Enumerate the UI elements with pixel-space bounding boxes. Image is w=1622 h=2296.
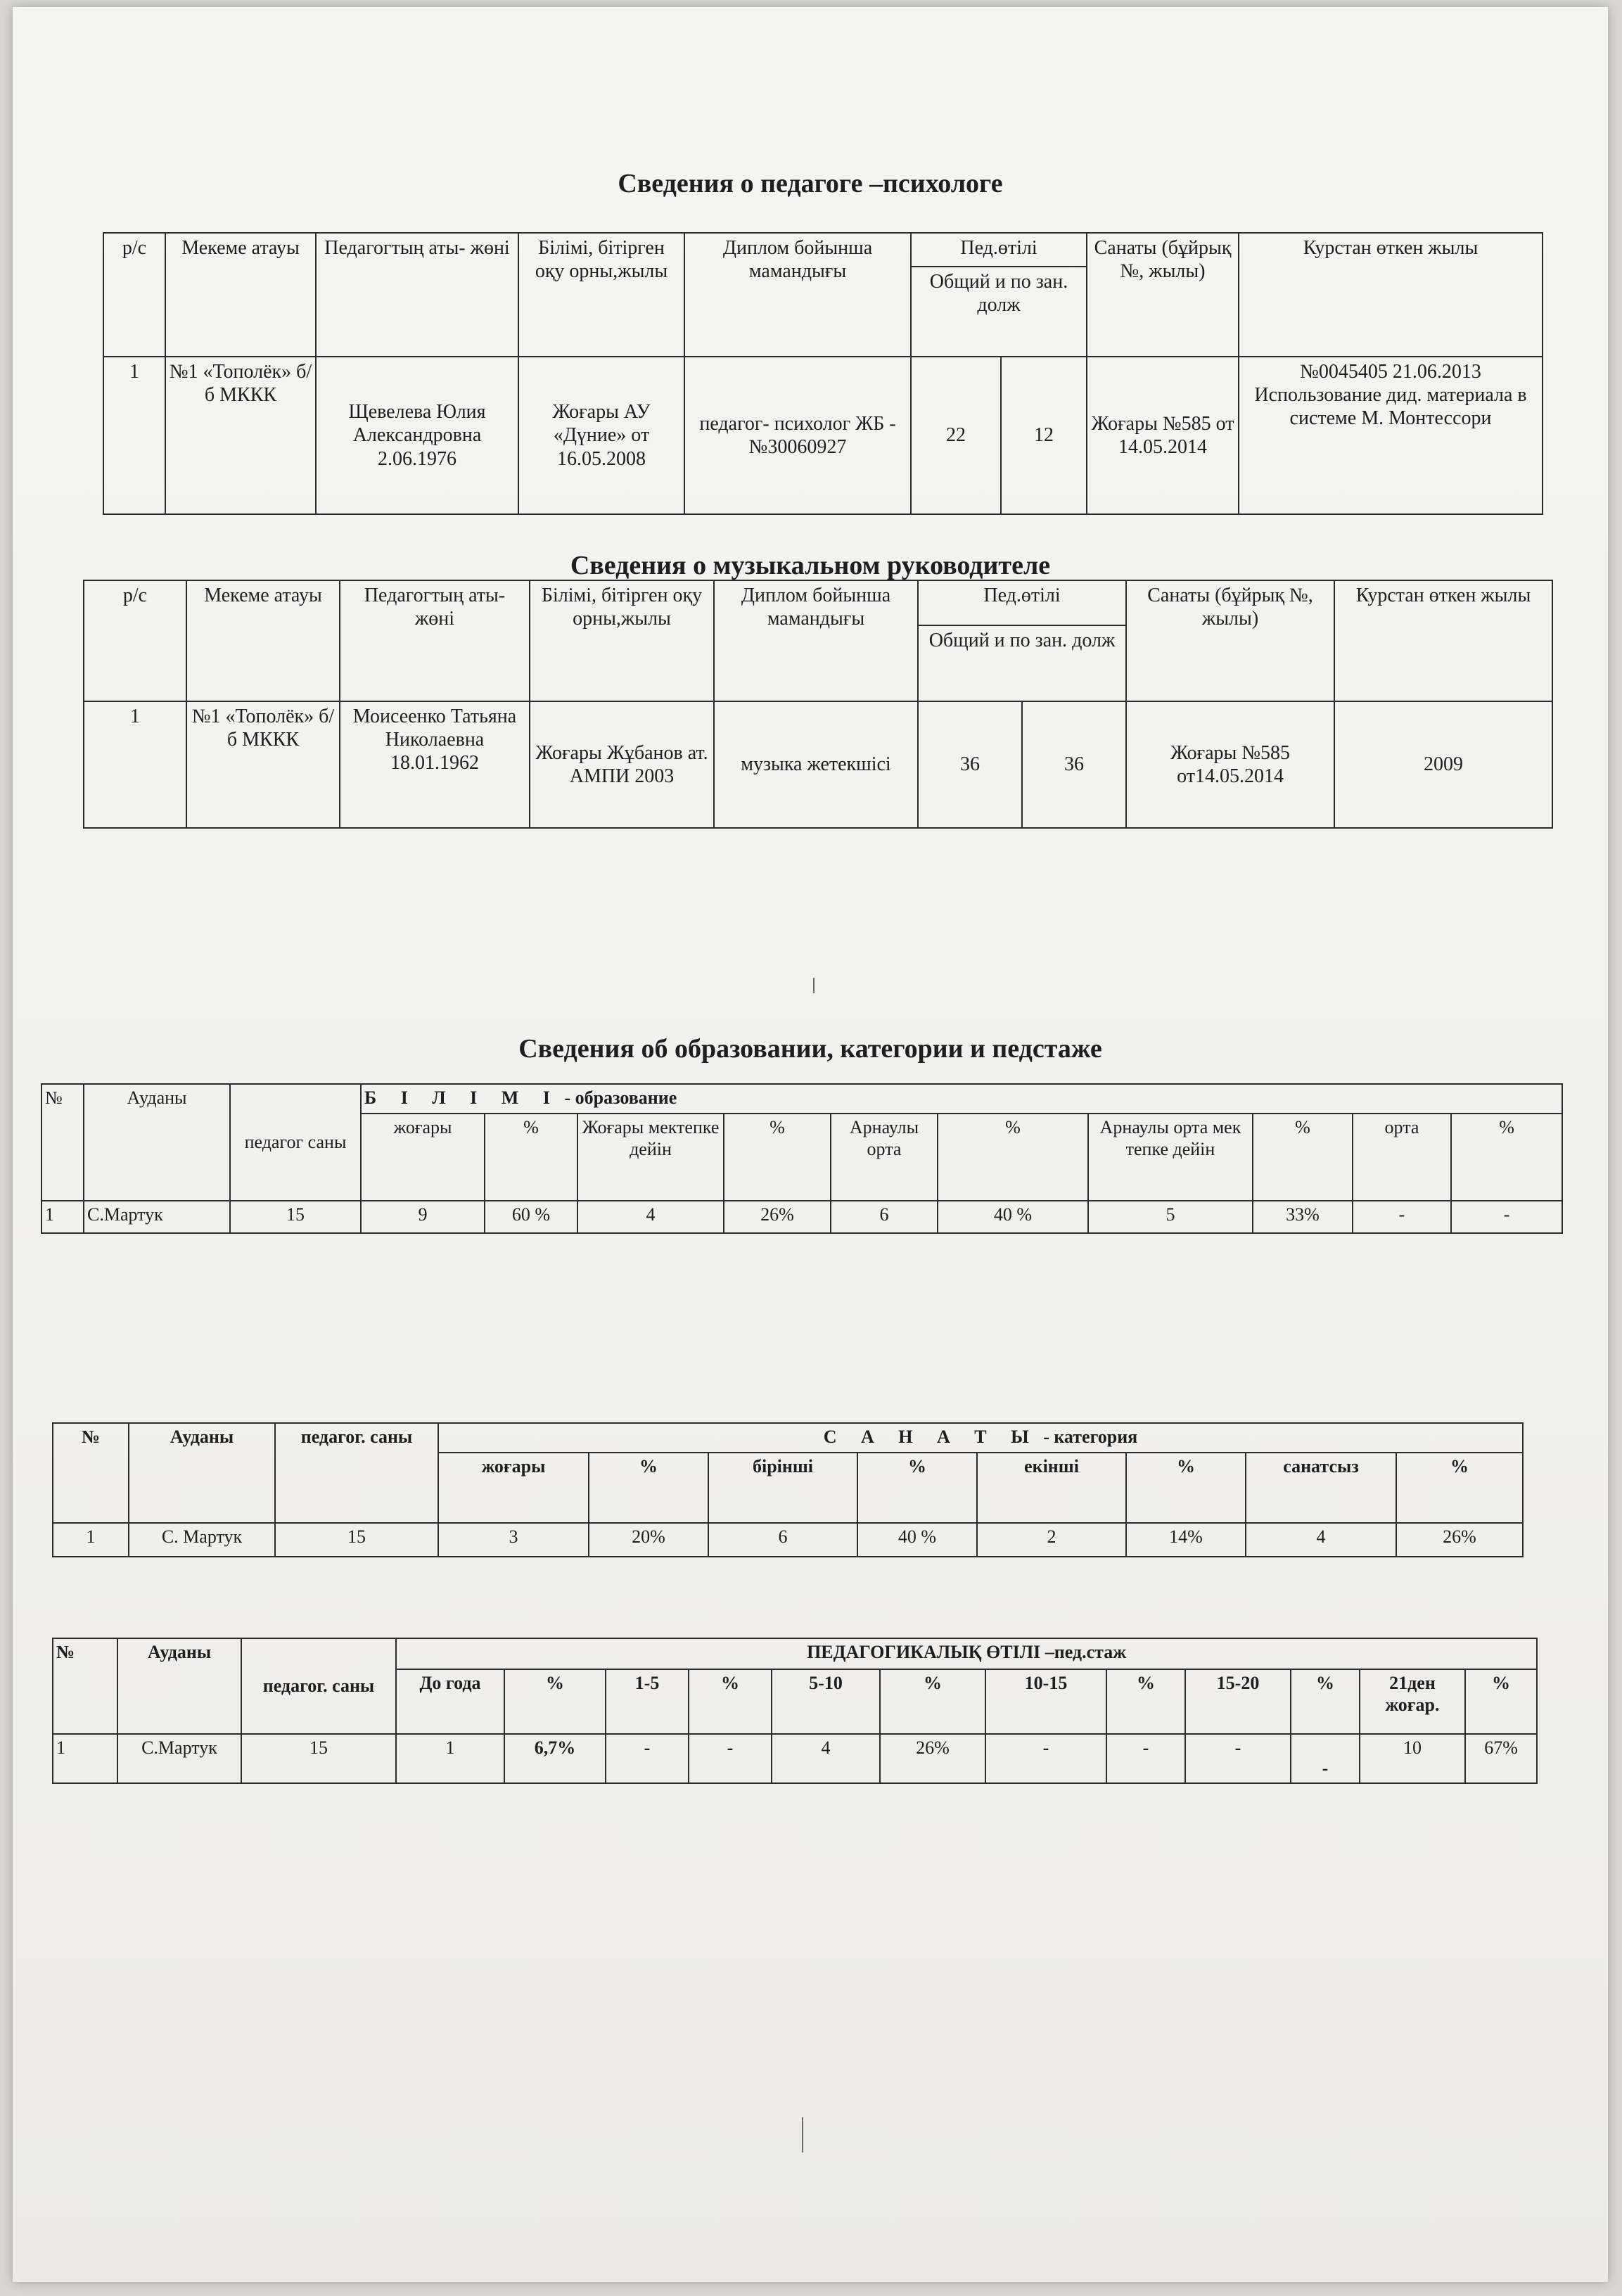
stazh-col-pct-2: %	[689, 1669, 772, 1734]
music-header-course: Курстан өткен жылы	[1334, 580, 1552, 701]
education-col-pct-2: %	[724, 1114, 831, 1201]
stazh-col-pct-1: %	[504, 1669, 606, 1734]
stazh-header-num: №	[53, 1638, 117, 1734]
music-table	[83, 580, 1553, 829]
education-header-count: педагог саны	[230, 1084, 361, 1201]
category-col-second: екінші	[977, 1453, 1126, 1523]
music-row-name: Моисеенко Татьяна Николаевна 18.01.1962	[340, 701, 530, 828]
education-table	[41, 1083, 1563, 1234]
education-group-rest: - образование	[559, 1088, 677, 1108]
stazh-row-v8: -	[1185, 1734, 1291, 1783]
category-row-v6: 4	[1246, 1523, 1396, 1557]
psych-row-course: №0045405 21.06.2013 Использование дид. материала в системе М. Монтессори	[1239, 357, 1543, 514]
stazh-col-under-1: До года	[396, 1669, 504, 1734]
stazh-row-v3: -	[689, 1734, 772, 1783]
stazh-header-count: педагог. саны	[241, 1638, 396, 1734]
psych-header-name: Педагогтың аты- жөні	[316, 233, 518, 357]
education-col-pct-4: %	[1253, 1114, 1353, 1201]
music-row-num: 1	[84, 701, 186, 828]
stazh-row-count: 15	[241, 1734, 396, 1783]
education-header-district: Ауданы	[84, 1084, 230, 1201]
music-header-name: Педагогтың аты- жөні	[340, 580, 530, 701]
category-col-highest: жоғары	[438, 1453, 589, 1523]
education-col-secondary: орта	[1353, 1114, 1451, 1201]
music-row-cat: Жоғары №585 от14.05.2014	[1126, 701, 1334, 828]
stazh-row-v4: 4	[772, 1734, 880, 1783]
stazh-table	[52, 1638, 1538, 1784]
stazh-col-15-20: 15-20	[1185, 1669, 1291, 1734]
stazh-col-pct-4: %	[1106, 1669, 1185, 1734]
education-row-num: 1	[41, 1201, 84, 1233]
education-title: Сведения об образовании, категории и педстаже	[518, 1034, 1102, 1064]
education-row-district: С.Мартук	[84, 1201, 230, 1233]
stazh-row-v6: -	[985, 1734, 1106, 1783]
category-group-caps: С А Н А Т Ы	[823, 1427, 1039, 1447]
music-header-edu: Білімі, бітірген оқу орны,жылы	[530, 580, 714, 701]
category-row-v4: 2	[977, 1523, 1126, 1557]
category-col-pct-1: %	[589, 1453, 708, 1523]
category-col-none: санатсыз	[1246, 1453, 1396, 1523]
stazh-row-v1: 6,7%	[504, 1734, 606, 1783]
psych-row-cat: Жоғары №585 от 14.05.2014	[1087, 357, 1239, 514]
psych-header-exp: Пед.өтілі	[911, 233, 1087, 267]
category-row-count: 15	[275, 1523, 438, 1557]
category-header-count: педагог. саны	[275, 1423, 438, 1523]
psych-table	[103, 232, 1543, 515]
psych-header-org: Мекеме атауы	[165, 233, 316, 357]
education-row-v1: 60 %	[485, 1201, 577, 1233]
category-header-group	[438, 1423, 1523, 1453]
category-row-v5: 14%	[1126, 1523, 1246, 1557]
music-row-exp-pos: 36	[1022, 701, 1126, 828]
psych-row-edu: Жоғары АУ «Дүние» от 16.05.2008	[518, 357, 684, 514]
stazh-col-1-5: 1-5	[606, 1669, 689, 1734]
stazh-row-v7: -	[1106, 1734, 1185, 1783]
education-row-v0: 9	[361, 1201, 485, 1233]
stazh-row-v0: 1	[396, 1734, 504, 1783]
education-col-pct-1: %	[485, 1114, 577, 1201]
education-row-v7: 33%	[1253, 1201, 1353, 1233]
category-col-pct-3: %	[1126, 1453, 1246, 1523]
category-row-v7: 26%	[1396, 1523, 1523, 1557]
stazh-header-group: ПЕДАГОГИКАЛЫҚ ӨТІЛІ –пед.стаж	[396, 1638, 1537, 1669]
document-page	[13, 7, 1608, 2282]
psych-header-num: р/с	[103, 233, 165, 357]
category-table	[52, 1422, 1524, 1557]
psych-header-diploma: Диплом бойынша мамандығы	[684, 233, 911, 357]
music-header-diploma: Диплом бойынша мамандығы	[714, 580, 918, 701]
fold-mark	[813, 978, 815, 993]
stazh-row-v2: -	[606, 1734, 689, 1783]
education-col-special-preschool: Арнаулы орта мек тепке дейін	[1088, 1114, 1253, 1201]
stazh-col-over-21: 21ден жоғар.	[1360, 1669, 1465, 1734]
psych-header-exp-sub: Общий и по зан. долж	[911, 267, 1087, 357]
category-header-num: №	[53, 1423, 129, 1523]
stazh-row-v10: 10	[1360, 1734, 1465, 1783]
stazh-row-v9: -	[1291, 1734, 1360, 1783]
category-col-first: бірінші	[708, 1453, 857, 1523]
music-row-diploma: музыка жетекшісі	[714, 701, 918, 828]
education-col-higher-preschool: Жоғары мектепке дейін	[577, 1114, 724, 1201]
stazh-row-v5: 26%	[880, 1734, 985, 1783]
stazh-header-district: Ауданы	[117, 1638, 241, 1734]
psych-header-cat: Санаты (бұйрық №, жылы)	[1087, 233, 1239, 357]
stazh-col-pct-6: %	[1465, 1669, 1537, 1734]
music-header-org: Мекеме атауы	[186, 580, 340, 701]
education-col-pct-5: %	[1451, 1114, 1562, 1201]
category-row-v0: 3	[438, 1523, 589, 1557]
psych-row-diploma: педагог- психолог ЖБ -№30060927	[684, 357, 911, 514]
music-header-num: р/с	[84, 580, 186, 701]
education-row-v2: 4	[577, 1201, 724, 1233]
education-group-caps: Б І Л І М І	[364, 1088, 560, 1108]
education-col-special: Арнаулы орта	[831, 1114, 938, 1201]
psych-row-num: 1	[103, 357, 165, 514]
stazh-row-district: С.Мартук	[117, 1734, 241, 1783]
category-group-rest: - категория	[1038, 1427, 1138, 1447]
education-row-v8: -	[1353, 1201, 1451, 1233]
education-header-group	[361, 1084, 1562, 1114]
stazh-row-v11: 67%	[1465, 1734, 1537, 1783]
psych-title: Сведения о педагоге –психологе	[618, 169, 1003, 198]
music-header-cat: Санаты (бұйрық №, жылы)	[1126, 580, 1334, 701]
category-row-v3: 40 %	[857, 1523, 977, 1557]
fold-mark-bottom	[802, 2117, 803, 2152]
music-row-course: 2009	[1334, 701, 1552, 828]
category-col-pct-2: %	[857, 1453, 977, 1523]
music-header-exp: Пед.өтілі	[918, 580, 1126, 625]
psych-row-exp-total: 22	[911, 357, 1001, 514]
education-row-v9: -	[1451, 1201, 1562, 1233]
stazh-col-10-15: 10-15	[985, 1669, 1106, 1734]
psych-header-edu: Білімі, бітірген оқу орны,жылы	[518, 233, 684, 357]
stazh-row-num: 1	[53, 1734, 117, 1783]
music-row-edu: Жоғары Жұбанов ат. АМПИ 2003	[530, 701, 714, 828]
education-row-v5: 40 %	[938, 1201, 1088, 1233]
education-header-num: №	[41, 1084, 84, 1201]
category-row-v1: 20%	[589, 1523, 708, 1557]
category-header-district: Ауданы	[129, 1423, 275, 1523]
psych-row-name: Щевелева Юлия Александровна 2.06.1976	[316, 357, 518, 514]
education-row-count: 15	[230, 1201, 361, 1233]
music-title: Сведения о музыкальном руководителе	[570, 551, 1051, 580]
category-col-pct-4: %	[1396, 1453, 1523, 1523]
stazh-col-pct-5: %	[1291, 1669, 1360, 1734]
education-row-v4: 6	[831, 1201, 938, 1233]
category-row-num: 1	[53, 1523, 129, 1557]
education-col-pct-3: %	[938, 1114, 1088, 1201]
psych-row-exp-pos: 12	[1001, 357, 1087, 514]
music-row-org: №1 «Тополёк» б/б МККК	[186, 701, 340, 828]
category-row-district: С. Мартук	[129, 1523, 275, 1557]
stazh-col-pct-3: %	[880, 1669, 985, 1734]
music-row-exp-total: 36	[918, 701, 1022, 828]
stazh-col-5-10: 5-10	[772, 1669, 880, 1734]
education-row-v3: 26%	[724, 1201, 831, 1233]
education-col-higher: жоғары	[361, 1114, 485, 1201]
education-row-v6: 5	[1088, 1201, 1253, 1233]
category-row-v2: 6	[708, 1523, 857, 1557]
psych-row-org: №1 «Тополёк» б/б МККК	[165, 357, 316, 514]
music-header-exp-sub: Общий и по зан. долж	[918, 625, 1126, 701]
psych-header-course: Курстан өткен жылы	[1239, 233, 1543, 357]
